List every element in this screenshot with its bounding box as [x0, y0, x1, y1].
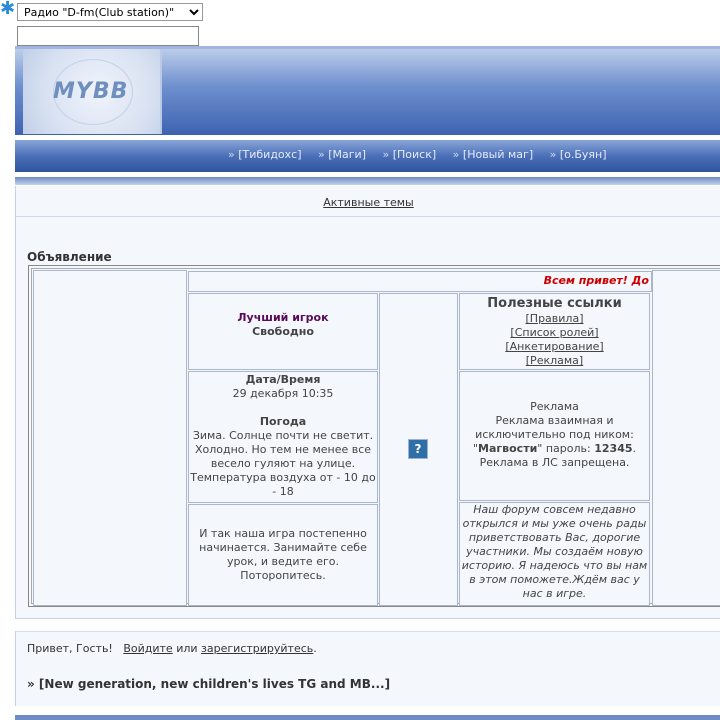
- nav-arrow-icon: »: [382, 148, 390, 161]
- greeting: Привет, Гость! Войдите или зарегистрируйтесь.: [27, 642, 317, 655]
- logo[interactable]: [23, 49, 162, 134]
- link-forms[interactable]: [Анкетирование]: [505, 340, 604, 353]
- register-link[interactable]: зарегистрируйтесь: [201, 642, 314, 655]
- welcome-text: Наш форум совсем недавно открылся и мы уже очень рады приветствовать Вас, дорогие участники. Мы создаём новую историю. Я надеюсь что вы нам в этом поможете.Ждём вас у нас в игре.: [461, 503, 648, 600]
- ads-cell: [459, 371, 650, 501]
- left-empty-cell: [33, 270, 187, 606]
- announcement-inner: [31, 268, 720, 604]
- ad-title: Реклама: [530, 400, 579, 413]
- ad-line2: Реклама в ЛС запрещена.: [479, 456, 630, 469]
- ad-nick: Магвости: [478, 442, 538, 455]
- active-topics-link[interactable]: Активные темы: [323, 196, 414, 209]
- navbar: [15, 140, 720, 172]
- nav-arrow-icon: »: [549, 148, 557, 161]
- radio-station-select[interactable]: [17, 3, 203, 21]
- guest-panel: [15, 631, 720, 706]
- welcome-cell: [459, 502, 650, 606]
- datetime-weather-cell: [188, 371, 378, 503]
- best-player-cell: [188, 293, 378, 370]
- bottom-bar: [15, 715, 720, 720]
- forum-header: [15, 46, 720, 137]
- announcement-box: [28, 265, 720, 607]
- help-icon[interactable]: ?: [408, 439, 428, 459]
- link-roles[interactable]: [Список ролей]: [510, 326, 599, 339]
- right-empty-cell: [652, 270, 720, 606]
- logo-text: MYBB: [53, 79, 129, 104]
- announcement-title: Объявление: [27, 250, 112, 264]
- nav-search[interactable]: [Поиск]: [392, 148, 437, 161]
- nav-items: [228, 148, 620, 161]
- nav-new-mage[interactable]: [Новый маг]: [462, 148, 534, 161]
- nav-arrow-icon: »: [452, 148, 460, 161]
- main-panel: [15, 186, 720, 619]
- active-topics: [16, 196, 720, 209]
- login-link[interactable]: Войдите: [123, 642, 173, 655]
- nav-buyan[interactable]: [о.Буян]: [559, 148, 607, 161]
- useful-links-cell: [459, 293, 650, 370]
- ad-line1: Реклама взаимная и исключительно под ником:: [475, 414, 634, 441]
- ad-credentials: "Магвости" пароль: 12345.: [472, 442, 637, 455]
- text-input[interactable]: [17, 26, 199, 46]
- nav-arrow-icon: »: [228, 148, 235, 161]
- weather-label: Погода: [259, 415, 307, 428]
- nav-tibidohs[interactable]: [Тибидохс]: [238, 148, 302, 161]
- link-rules[interactable]: [Правила]: [525, 312, 584, 325]
- ad-pass-label: пароль:: [545, 442, 591, 455]
- game-cell: [188, 504, 378, 606]
- best-player-label: Лучший игрок: [237, 311, 329, 324]
- asterisk-icon: ✱: [0, 0, 16, 19]
- nav-magi[interactable]: [Маги]: [328, 148, 366, 161]
- best-player-value: Свободно: [252, 325, 314, 338]
- link-ads[interactable]: [Реклама]: [525, 354, 584, 367]
- nav-arrow-icon: »: [318, 148, 325, 161]
- game-text: И так наша игра постепенно начинается. Занимайте себе урок, и ведите его. Поторопитесь.: [199, 527, 367, 582]
- marquee-text: Всем привет! До: [543, 274, 649, 287]
- useful-links-title: Полезные ссылки: [487, 296, 622, 311]
- weather-text: Зима. Солнце почти не светит. Холодно. Но тем не менее все весело гуляют на улице. Температура воздуха от - 10 до - 18: [190, 429, 376, 498]
- middle-icon-cell: [379, 293, 458, 606]
- marquee: [188, 271, 652, 292]
- greeting-or: или: [176, 642, 198, 655]
- date-label: Дата/Время: [245, 373, 321, 386]
- date-value: 29 декабря 10:35: [232, 387, 334, 400]
- useful-links: [460, 312, 649, 368]
- divider: [16, 216, 720, 217]
- ad-pass: 12345: [594, 442, 633, 455]
- forum-link[interactable]: » [New generation, new children's lives TG and MB...]: [27, 677, 391, 691]
- section-strip: [15, 177, 720, 185]
- greeting-hello: Привет, Гость!: [27, 642, 113, 655]
